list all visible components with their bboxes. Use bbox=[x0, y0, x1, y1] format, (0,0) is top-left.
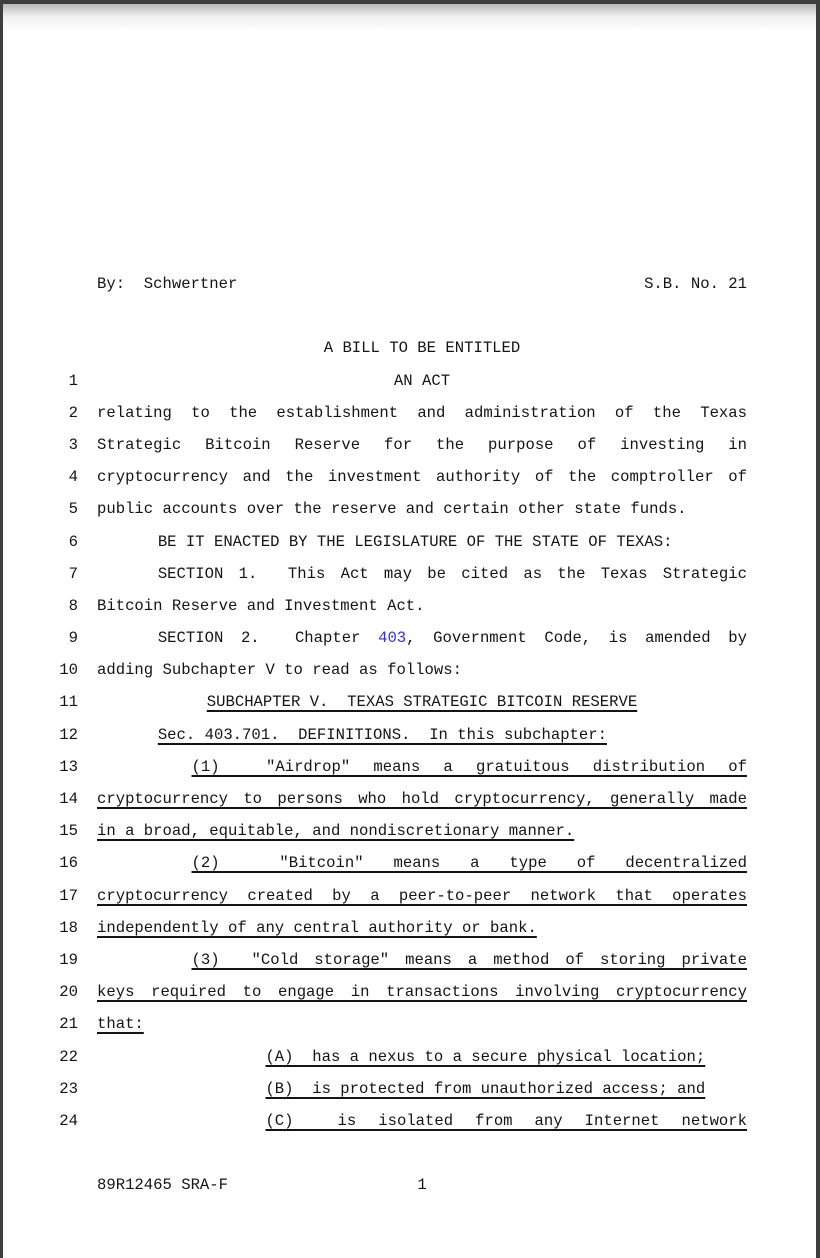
blank-row bbox=[3, 300, 816, 332]
line-number: 11 bbox=[59, 693, 78, 712]
line-number: 22 bbox=[59, 1047, 78, 1066]
line-number: 9 bbox=[68, 629, 78, 648]
bill-line-18 bbox=[3, 912, 816, 944]
line-number: 18 bbox=[59, 918, 78, 937]
line-number: 23 bbox=[59, 1079, 78, 1098]
line-number: 16 bbox=[59, 854, 78, 873]
blank-row bbox=[3, 1137, 816, 1169]
bill-line-16 bbox=[3, 847, 816, 879]
line-text: in a broad, equitable, and nondiscretionary manner. bbox=[97, 822, 575, 841]
line-text: keys required to engage in transactions involving cryptocurrency bbox=[97, 983, 747, 1002]
bill-line-22 bbox=[3, 1041, 816, 1073]
bill-line-11 bbox=[3, 686, 816, 718]
bill-number: S.B. No. 21 bbox=[644, 275, 747, 293]
line-text: , Government Code, is amended by bbox=[406, 629, 748, 648]
bill-line-9 bbox=[3, 622, 816, 654]
bill-line-20 bbox=[3, 976, 816, 1008]
line-text: SUBCHAPTER V. TEXAS STRATEGIC BITCOIN RESERVE bbox=[206, 693, 638, 712]
bill-content bbox=[3, 4, 816, 1201]
statute-link[interactable]: 403 bbox=[378, 629, 407, 648]
bill-line-12 bbox=[3, 719, 816, 751]
line-text: BE IT ENACTED BY THE LEGISLATURE OF THE STATE OF TEXAS: bbox=[157, 532, 673, 551]
line-number: 7 bbox=[68, 564, 78, 583]
line-text: (A) has a nexus to a secure physical location; bbox=[265, 1047, 706, 1066]
bill-line-21 bbox=[3, 1008, 816, 1040]
caption-title-row bbox=[3, 332, 816, 364]
line-text: that: bbox=[97, 1015, 144, 1034]
bill-line-19 bbox=[3, 944, 816, 976]
line-text: relating to the establishment and administration of the Texas bbox=[97, 403, 747, 422]
line-text: AN ACT bbox=[393, 371, 451, 390]
line-text: cryptocurrency to persons who hold cryptocurrency, generally made bbox=[97, 790, 747, 808]
line-text: adding Subchapter V to read as follows: bbox=[97, 661, 462, 680]
caption-title: A BILL TO BE ENTITLED bbox=[323, 339, 521, 358]
line-number: 15 bbox=[59, 822, 78, 841]
bill-line-23 bbox=[3, 1073, 816, 1105]
line-text: independently of any central authority or bank. bbox=[97, 918, 537, 937]
line-text: Sec. 403.701. DEFINITIONS. In this subchapter: bbox=[157, 725, 607, 744]
line-text: (2) "Bitcoin" means a type of decentralized bbox=[191, 854, 747, 873]
footer-doc-id: 89R12465 SRA-F bbox=[97, 1176, 229, 1195]
bill-line-15 bbox=[3, 815, 816, 847]
line-text: cryptocurrency created by a peer-to-peer network that operates bbox=[97, 886, 747, 905]
line-text: (B) is protected from unauthorized access; and bbox=[265, 1079, 706, 1098]
line-text: Bitcoin Reserve and Investment Act. bbox=[97, 596, 425, 615]
bill-footer-row bbox=[3, 1169, 816, 1201]
bill-line-4 bbox=[3, 461, 816, 493]
bill-line-1 bbox=[3, 365, 816, 397]
line-number: 2 bbox=[68, 403, 78, 422]
line-number-gutter bbox=[3, 1169, 78, 1201]
line-number: 19 bbox=[59, 950, 78, 969]
bill-line-24 bbox=[3, 1105, 816, 1137]
line-number-gutter bbox=[3, 268, 78, 300]
line-number: 17 bbox=[59, 886, 78, 905]
line-text: (C) is isolated from any Internet network bbox=[265, 1111, 747, 1130]
author-line: By: Schwertner bbox=[97, 275, 238, 293]
bill-line-13 bbox=[3, 751, 816, 783]
line-number: 6 bbox=[68, 532, 78, 551]
bill-lines bbox=[3, 365, 816, 1138]
bill-line-5 bbox=[3, 493, 816, 525]
bill-line-2 bbox=[3, 397, 816, 429]
line-number: 1 bbox=[68, 371, 78, 390]
line-text: SECTION 1. This Act may be cited as the Texas Strategic bbox=[157, 564, 747, 583]
line-number: 12 bbox=[59, 725, 78, 744]
bill-line-17 bbox=[3, 880, 816, 912]
line-number: 13 bbox=[59, 757, 78, 776]
bill-line-10 bbox=[3, 654, 816, 686]
line-number: 14 bbox=[59, 790, 78, 808]
line-number: 4 bbox=[68, 468, 78, 487]
line-number: 21 bbox=[59, 1015, 78, 1034]
line-text: (1) "Airdrop" means a gratuitous distribution of bbox=[191, 757, 747, 776]
line-number: 5 bbox=[68, 500, 78, 519]
line-text: SECTION 2. Chapter bbox=[157, 629, 379, 648]
bill-line-14 bbox=[3, 783, 816, 815]
line-number: 20 bbox=[59, 983, 78, 1002]
line-number: 8 bbox=[68, 596, 78, 615]
bill-line-3 bbox=[3, 429, 816, 461]
line-number: 3 bbox=[68, 435, 78, 454]
line-text: Strategic Bitcoin Reserve for the purpose of investing in bbox=[97, 435, 747, 454]
bill-line-6 bbox=[3, 526, 816, 558]
line-text: (3) "Cold storage" means a method of storing private bbox=[191, 950, 747, 969]
line-number-gutter bbox=[3, 332, 78, 364]
footer-page-number: 1 bbox=[417, 1176, 427, 1195]
bill-header-row bbox=[3, 268, 816, 300]
bill-line-7 bbox=[3, 558, 816, 590]
line-number: 10 bbox=[59, 661, 78, 680]
line-number: 24 bbox=[59, 1111, 78, 1130]
line-text: cryptocurrency and the investment authority of the comptroller of bbox=[97, 468, 747, 487]
bill-line-8 bbox=[3, 590, 816, 622]
line-text: public accounts over the reserve and certain other state funds. bbox=[97, 500, 687, 519]
